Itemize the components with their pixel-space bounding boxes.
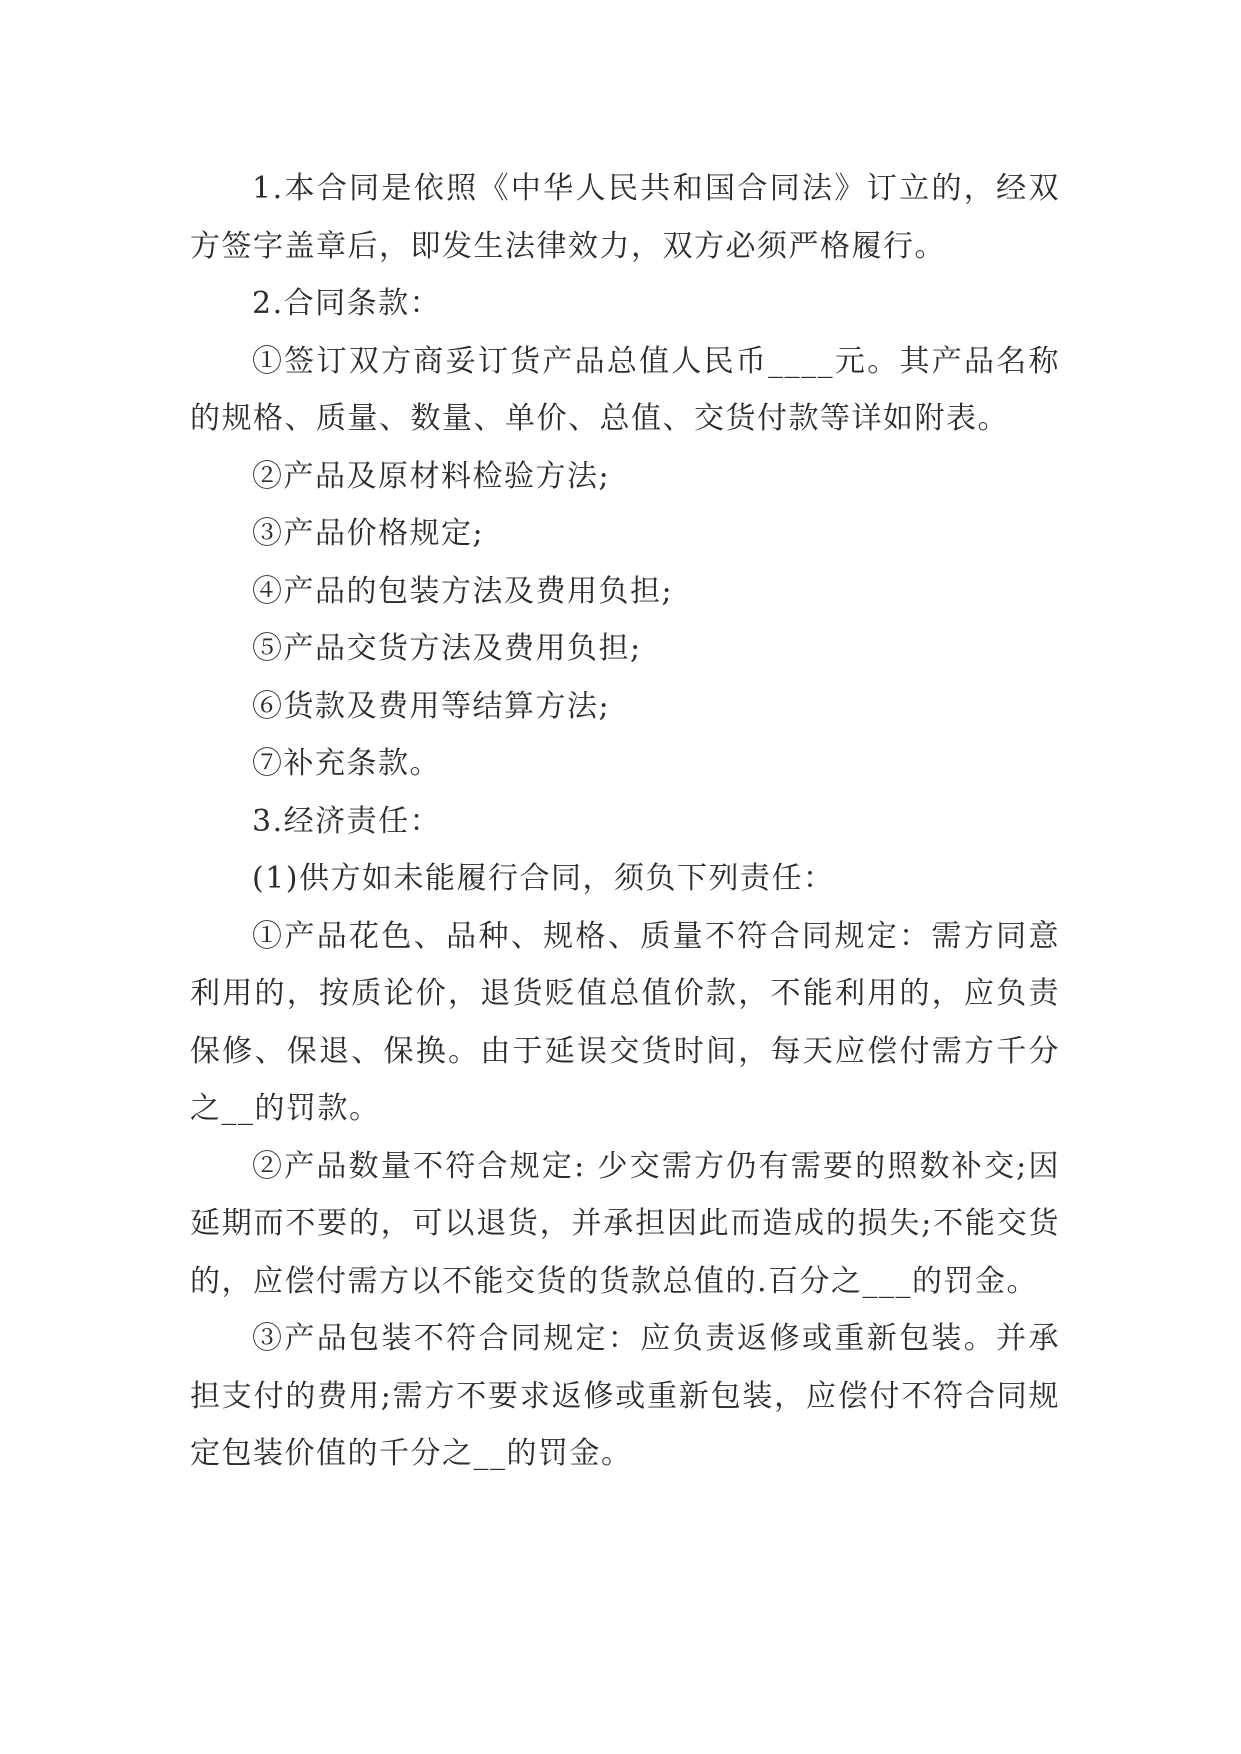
- clause-3-subheading-supplier: (1)供方如未能履行合同，须负下列责任：: [252, 861, 835, 896]
- document-page: [190, 160, 1060, 1483]
- clause-2-item-6: ⑥货款及费用等结算方法;: [252, 688, 611, 724]
- clause-2-item-2: ②产品及原材料检验方法;: [252, 458, 611, 494]
- clause-2-item-5: ⑤产品交货方法及费用负担;: [252, 631, 642, 666]
- clause-3-heading: 3.经济责任：: [252, 803, 442, 839]
- clause-1-legal-basis: 1.本合同是依照《中华人民共和国合同法》订立的，经双方签字盖章后，即发生法律效力，双方必须严格履行。: [190, 171, 1060, 264]
- clause-2-heading: 2.合同条款：: [252, 286, 442, 321]
- clause-3-item-1: ①产品花色、品种、规格、质量不符合同规定：需方同意利用的，按质论价，退货贬值总值价款，不能利用的，应负责保修、保退、保换。由于延误交货时间，每天应偿付需方千分之__的罚款。: [190, 918, 1060, 1126]
- clause-3-item-3: ③产品包装不符合同规定：应负责返修或重新包装。并承担支付的费用;需方不要求返修或重新包装，应偿付不符合同规定包装价值的千分之__的罚金。: [190, 1321, 1060, 1471]
- clause-2-item-1: ①签订双方商妥订货产品总值人民币____元。其产品名称的规格、质量、数量、单价、总值、交货付款等详如附表。: [190, 343, 1060, 436]
- clause-2-item-4: ④产品的包装方法及费用负担;: [252, 573, 674, 609]
- clause-2-item-3: ③产品价格规定;: [252, 516, 485, 551]
- clause-2-item-7: ⑦补充条款。: [252, 746, 441, 781]
- clause-3-item-2: ②产品数量不符合规定: 少交需方仍有需要的照数补交;因延期而不要的，可以退货，并承担因此而造成的损失;不能交货的，应偿付需方以不能交货的货款总值的.百分之___的罚金。: [190, 1148, 1060, 1299]
